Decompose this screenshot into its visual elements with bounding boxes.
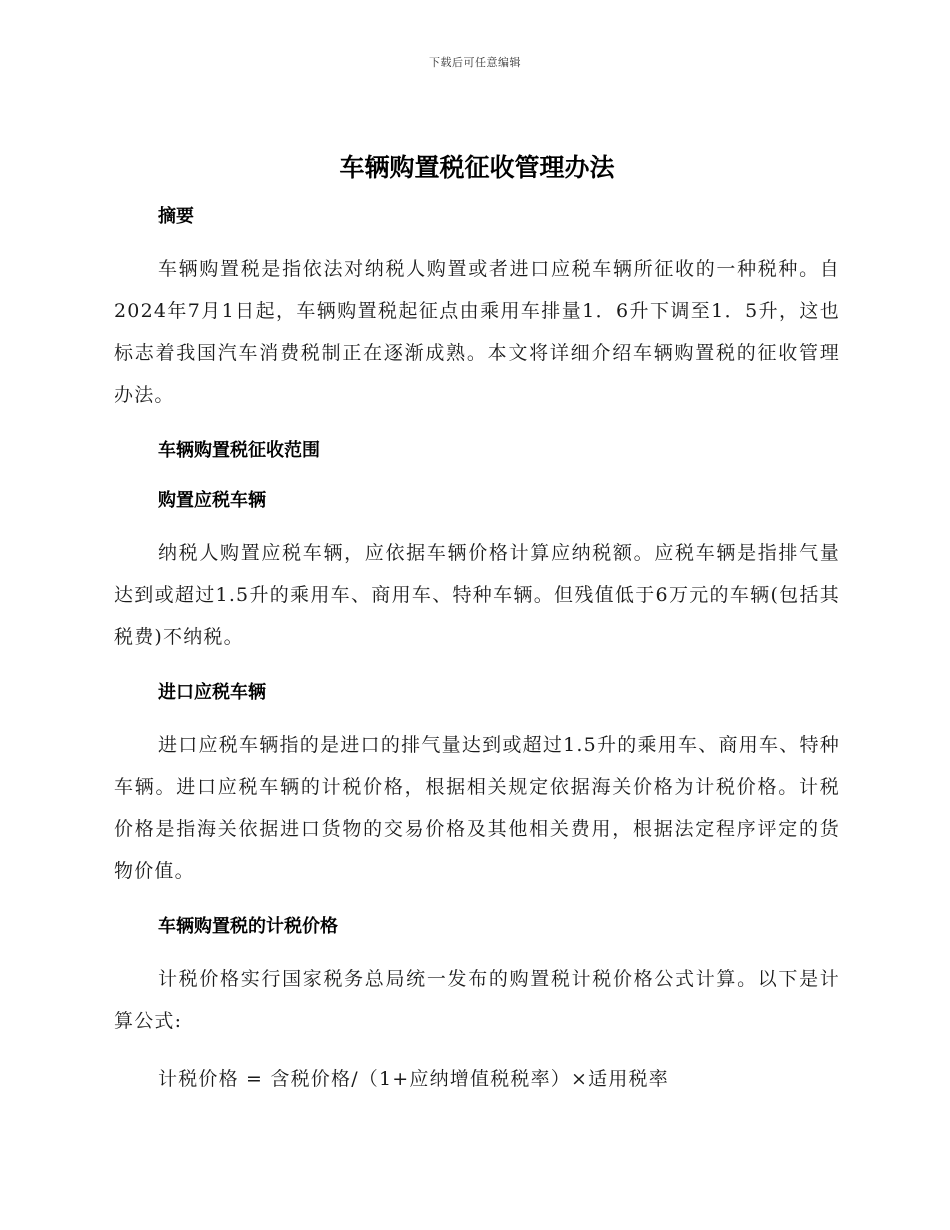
spacer [114, 416, 840, 436]
spacer [114, 892, 840, 912]
section-heading-tax-price: 车辆购置税的计税价格 [158, 916, 338, 937]
spacer [114, 466, 840, 486]
tax-price-formula: 计税价格 = 含税价格/（1+应纳增值税税率）×适用税率 [158, 1068, 669, 1090]
abstract-paragraph: 车辆购置税是指依法对纳税人购置或者进口应税车辆所征收的一种税种。自2024年7月1日起，车辆购置税起征点由乘用车排量1．6升下调至1．5升，这也标志着我国汽车消费税制正在逐渐成熟。本文将详细介绍车辆购置税的征收管理办法。 [114, 258, 840, 406]
spacer [114, 516, 840, 532]
spacer [114, 708, 840, 724]
abstract-heading: 摘要 [158, 206, 194, 227]
document-body [114, 148, 840, 1100]
subsection-heading-purchase: 购置应税车辆 [158, 490, 266, 511]
spacer [114, 232, 840, 248]
document-title: 车辆购置税征收管理办法 [339, 153, 615, 182]
section-heading-scope: 车辆购置税征收范围 [158, 440, 320, 461]
spacer [114, 942, 840, 958]
spacer [114, 1042, 840, 1058]
spacer [114, 658, 840, 678]
import-paragraph: 进口应税车辆指的是进口的排气量达到或超过1.5升的乘用车、商用车、特种车辆。进口应税车辆的计税价格，根据相关规定依据海关价格为计税价格。计税价格是指海关依据进口货物的交易价格及其他相关费用，根据法定程序评定的货物价值。 [114, 734, 840, 882]
subsection-heading-import: 进口应税车辆 [158, 682, 266, 703]
header-note: 下载后可任意编辑 [429, 56, 521, 69]
purchase-paragraph: 纳税人购置应税车辆，应依据车辆价格计算应纳税额。应税车辆是指排气量达到或超过1.5升的乘用车、商用车、特种车辆。但残值低于6万元的车辆(包括其税费)不纳税。 [114, 542, 840, 648]
tax-price-paragraph: 计税价格实行国家税务总局统一发布的购置税计税价格公式计算。以下是计算公式: [114, 968, 840, 1032]
